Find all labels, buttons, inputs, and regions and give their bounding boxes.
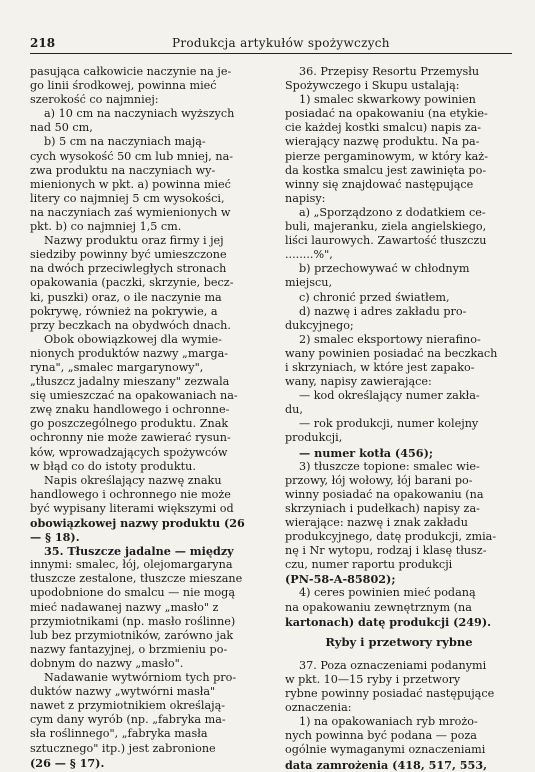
text-line: b) 5 cm na naczyniach mają- [44, 135, 206, 149]
text-line: 35. Tłuszcze jadalne — między [44, 544, 234, 559]
text-line: sła roślinnego", „fabryka masła [30, 727, 208, 741]
text-line: b) przechowywać w chłodnym [299, 262, 470, 276]
text-line: winny posiadać na opakowaniu (na [285, 487, 484, 501]
text-line: — kod określający numer zakła- [299, 389, 480, 403]
text-line: pierze pergaminowym, w który każ- [285, 149, 488, 163]
text-line: Spożywczego i Skupu ustalają: [285, 79, 460, 93]
text-line: posiadać na opakowaniu (na etykie- [285, 107, 488, 121]
text-line: kartonach) datę produkcji (249). [285, 614, 492, 629]
text-line: dobnym do nazwy „masło". [30, 656, 184, 670]
text-line: liści laurowych. Zawartość tłuszczu [285, 234, 487, 248]
text-line: ochronny nie może zawierać rysun- [30, 431, 231, 445]
text-line: (PN-58-A-85802); [285, 572, 396, 587]
text-line: na dwóch przeciwległych stronach [30, 262, 227, 276]
text-line: go poszczególnego produktu. Znak [30, 417, 229, 431]
text-line: winny się znajdować następujące [285, 177, 474, 191]
text-line: a) 10 cm na naczyniach wyższych [44, 107, 235, 121]
text-line: dukcyjnego; [285, 318, 354, 332]
text-line: ki, puszki) oraz, o ile naczynie ma [30, 290, 222, 304]
text-line: Nadawanie wytwórniom tych pro- [44, 671, 237, 685]
text-line: się umieszczać na opakowaniach na- [30, 389, 238, 403]
text-line: cie każdej kostki smalcu) napis za- [285, 121, 482, 135]
text-line: pokrywę, również na pokrywie, a [30, 304, 218, 318]
text-line: szerokość co najmniej: [30, 93, 159, 107]
page-header [30, 35, 512, 54]
text-line: innymi: smalec, łój, olejomargaryna [30, 558, 233, 572]
text-line: ........%", [285, 248, 333, 262]
text-line: 4) ceres powinien mieć podaną [299, 586, 476, 600]
text-line: litery co najmniej 5 cm wysokości, [30, 191, 225, 205]
text-line: pkt. b) co najmniej 1,5 cm. [30, 220, 182, 234]
text-line: nę i Nr wytopu, rodzaj i klasę tłusz- [285, 544, 487, 558]
text-line: ogólnie wymaganymi oznaczeniami [285, 743, 486, 757]
text-line: obowiązkowej nazwy produktu (26 [30, 516, 245, 530]
text-line: w pkt. 10—15 ryby i przetwory [285, 672, 461, 686]
text-line: miejscu, [285, 276, 333, 290]
text-line: sztucznego" itp.) jest zabronione [30, 741, 216, 755]
text-line: — § 18). [30, 530, 80, 545]
text-line: nionych produktów nazwy „marga- [30, 346, 229, 360]
text-line: go linii środkowej, powinna mieć [30, 79, 217, 93]
text-line: 36. Przepisy Resortu Przemysłu [299, 65, 480, 78]
text-line: na opakowaniu zewnętrznym (na [285, 600, 472, 614]
section-36 [285, 65, 513, 629]
text-line: Nazwy produktu oraz firmy i jej [44, 234, 224, 248]
text-line: tłuszcze zestalone, tłuszcze mieszane [30, 572, 243, 586]
text-line: du, [285, 403, 303, 417]
text-line: wany powinien posiadać na beczkach [285, 346, 498, 360]
text-line: Napis określający nazwę znaku [44, 473, 222, 487]
text-line: skrzyniach i pudełkach) napisy za- [285, 501, 480, 515]
text-line: „tłuszcz jadalny mieszany" zezwala [30, 375, 230, 389]
text-line: na naczyniach zaś wymienionych w [30, 205, 231, 219]
text-line: nych powinna być podana — poza [285, 729, 477, 743]
left-column [30, 65, 262, 770]
text-line: opakowania (paczki, skrzynie, becz- [30, 276, 234, 290]
text-line: cym dany wyrób (np. „fabryka ma- [30, 713, 226, 727]
text-line: — numer kotła (456); [299, 445, 433, 460]
text-line: wany, napisy zawierające: [285, 375, 432, 389]
text-line: zwę znaku handlowego i ochronne- [30, 403, 230, 417]
text-line: da kostka smalcu jest zawinięta po- [285, 163, 487, 177]
text-line: produkcji, [285, 431, 343, 445]
text-line: ków, wprowadzających spożywców [30, 445, 228, 459]
text-line: wierające: nazwę i znak zakładu [285, 516, 468, 529]
text-line: handlowego i ochronnego nie może [30, 487, 231, 501]
text-line: data zamrożenia (418, 517, 553, [285, 757, 488, 772]
text-line: — rok produkcji, numer kolejny [299, 417, 479, 431]
text-line: c) chronić przed światłem, [299, 290, 450, 304]
text-line: 1) smalec skwarkowy powinien [299, 93, 476, 107]
text-line: produkcyjnego, datę produkcji, zmia- [285, 530, 497, 544]
text-line: być wypisany literami większymi od [30, 501, 234, 515]
text-line: czu, numer raportu produkcji [285, 558, 453, 572]
text-line: cych wysokość 50 cm lub mniej, na- [30, 149, 234, 163]
text-line: nawet z przymiotnikiem określają- [30, 699, 226, 713]
text-line: wierający nazwę produktu. Na pa- [285, 135, 480, 149]
text-line: zwa produktu na naczyniach wy- [30, 163, 216, 177]
text-line: pasująca całkowicie naczynie na je- [30, 65, 232, 78]
text-line: (26 — § 17). [30, 755, 105, 770]
text-line: i skrzyniach, w które jest zapako- [285, 360, 475, 374]
text-line: upodobnione do smalcu — nie mogą [30, 586, 236, 600]
text-line: nazwy fantazyjnej, o brzmieniu po- [30, 642, 228, 656]
text-line: 2) smalec eksportowy nierafino- [299, 332, 481, 346]
text-line: przymiotnikami (np. masło roślinne) [30, 614, 236, 628]
text-line: a) „Sporządzono z dodatkiem ce- [299, 205, 486, 219]
section-heading: Ryby i przetwory rybne [325, 634, 473, 649]
text-line: d) nazwę i adres zakładu pro- [299, 304, 467, 318]
text-line: lub bez przymiotników, zarówno jak [30, 628, 234, 642]
text-line: 1) na opakowaniach ryb mrożo- [299, 715, 478, 729]
text-line: 37. Poza oznaczeniami podanymi [299, 658, 487, 672]
text-line: 3) tłuszcze topione: smalec wie- [299, 459, 480, 473]
page-number: 218 [30, 36, 56, 50]
text-line: siedziby powinny być umieszczone [30, 248, 227, 262]
text-line: przowy, łój wołowy, łój barani po- [285, 473, 473, 487]
text-line: oznaczenia: [285, 701, 352, 715]
text-line: mienionych w pkt. a) powinna mieć [30, 177, 231, 191]
right-column [285, 65, 513, 772]
text-line: nad 50 cm, [30, 121, 93, 135]
text-line: ryna", „smalec margarynowy", [30, 360, 204, 374]
text-line: duktów nazwy „wytwórni masła" [30, 685, 216, 699]
text-line: przy beczkach na obydwóch dnach. [30, 318, 231, 332]
text-line: napisy: [285, 191, 326, 205]
section-37 [285, 659, 513, 772]
text-line: Obok obowiązkowej dla wymie- [44, 332, 222, 346]
text-line: rybne powinny posiadać następujące [285, 687, 495, 701]
running-title: Produkcja artykułów spożywczych [172, 36, 390, 50]
text-line: mieć nadawanej nazwy „masło" z [30, 600, 219, 614]
text-line: w błąd co do istoty produktu. [30, 459, 196, 473]
text-line: buli, majeranku, ziela angielskiego, [285, 220, 487, 234]
